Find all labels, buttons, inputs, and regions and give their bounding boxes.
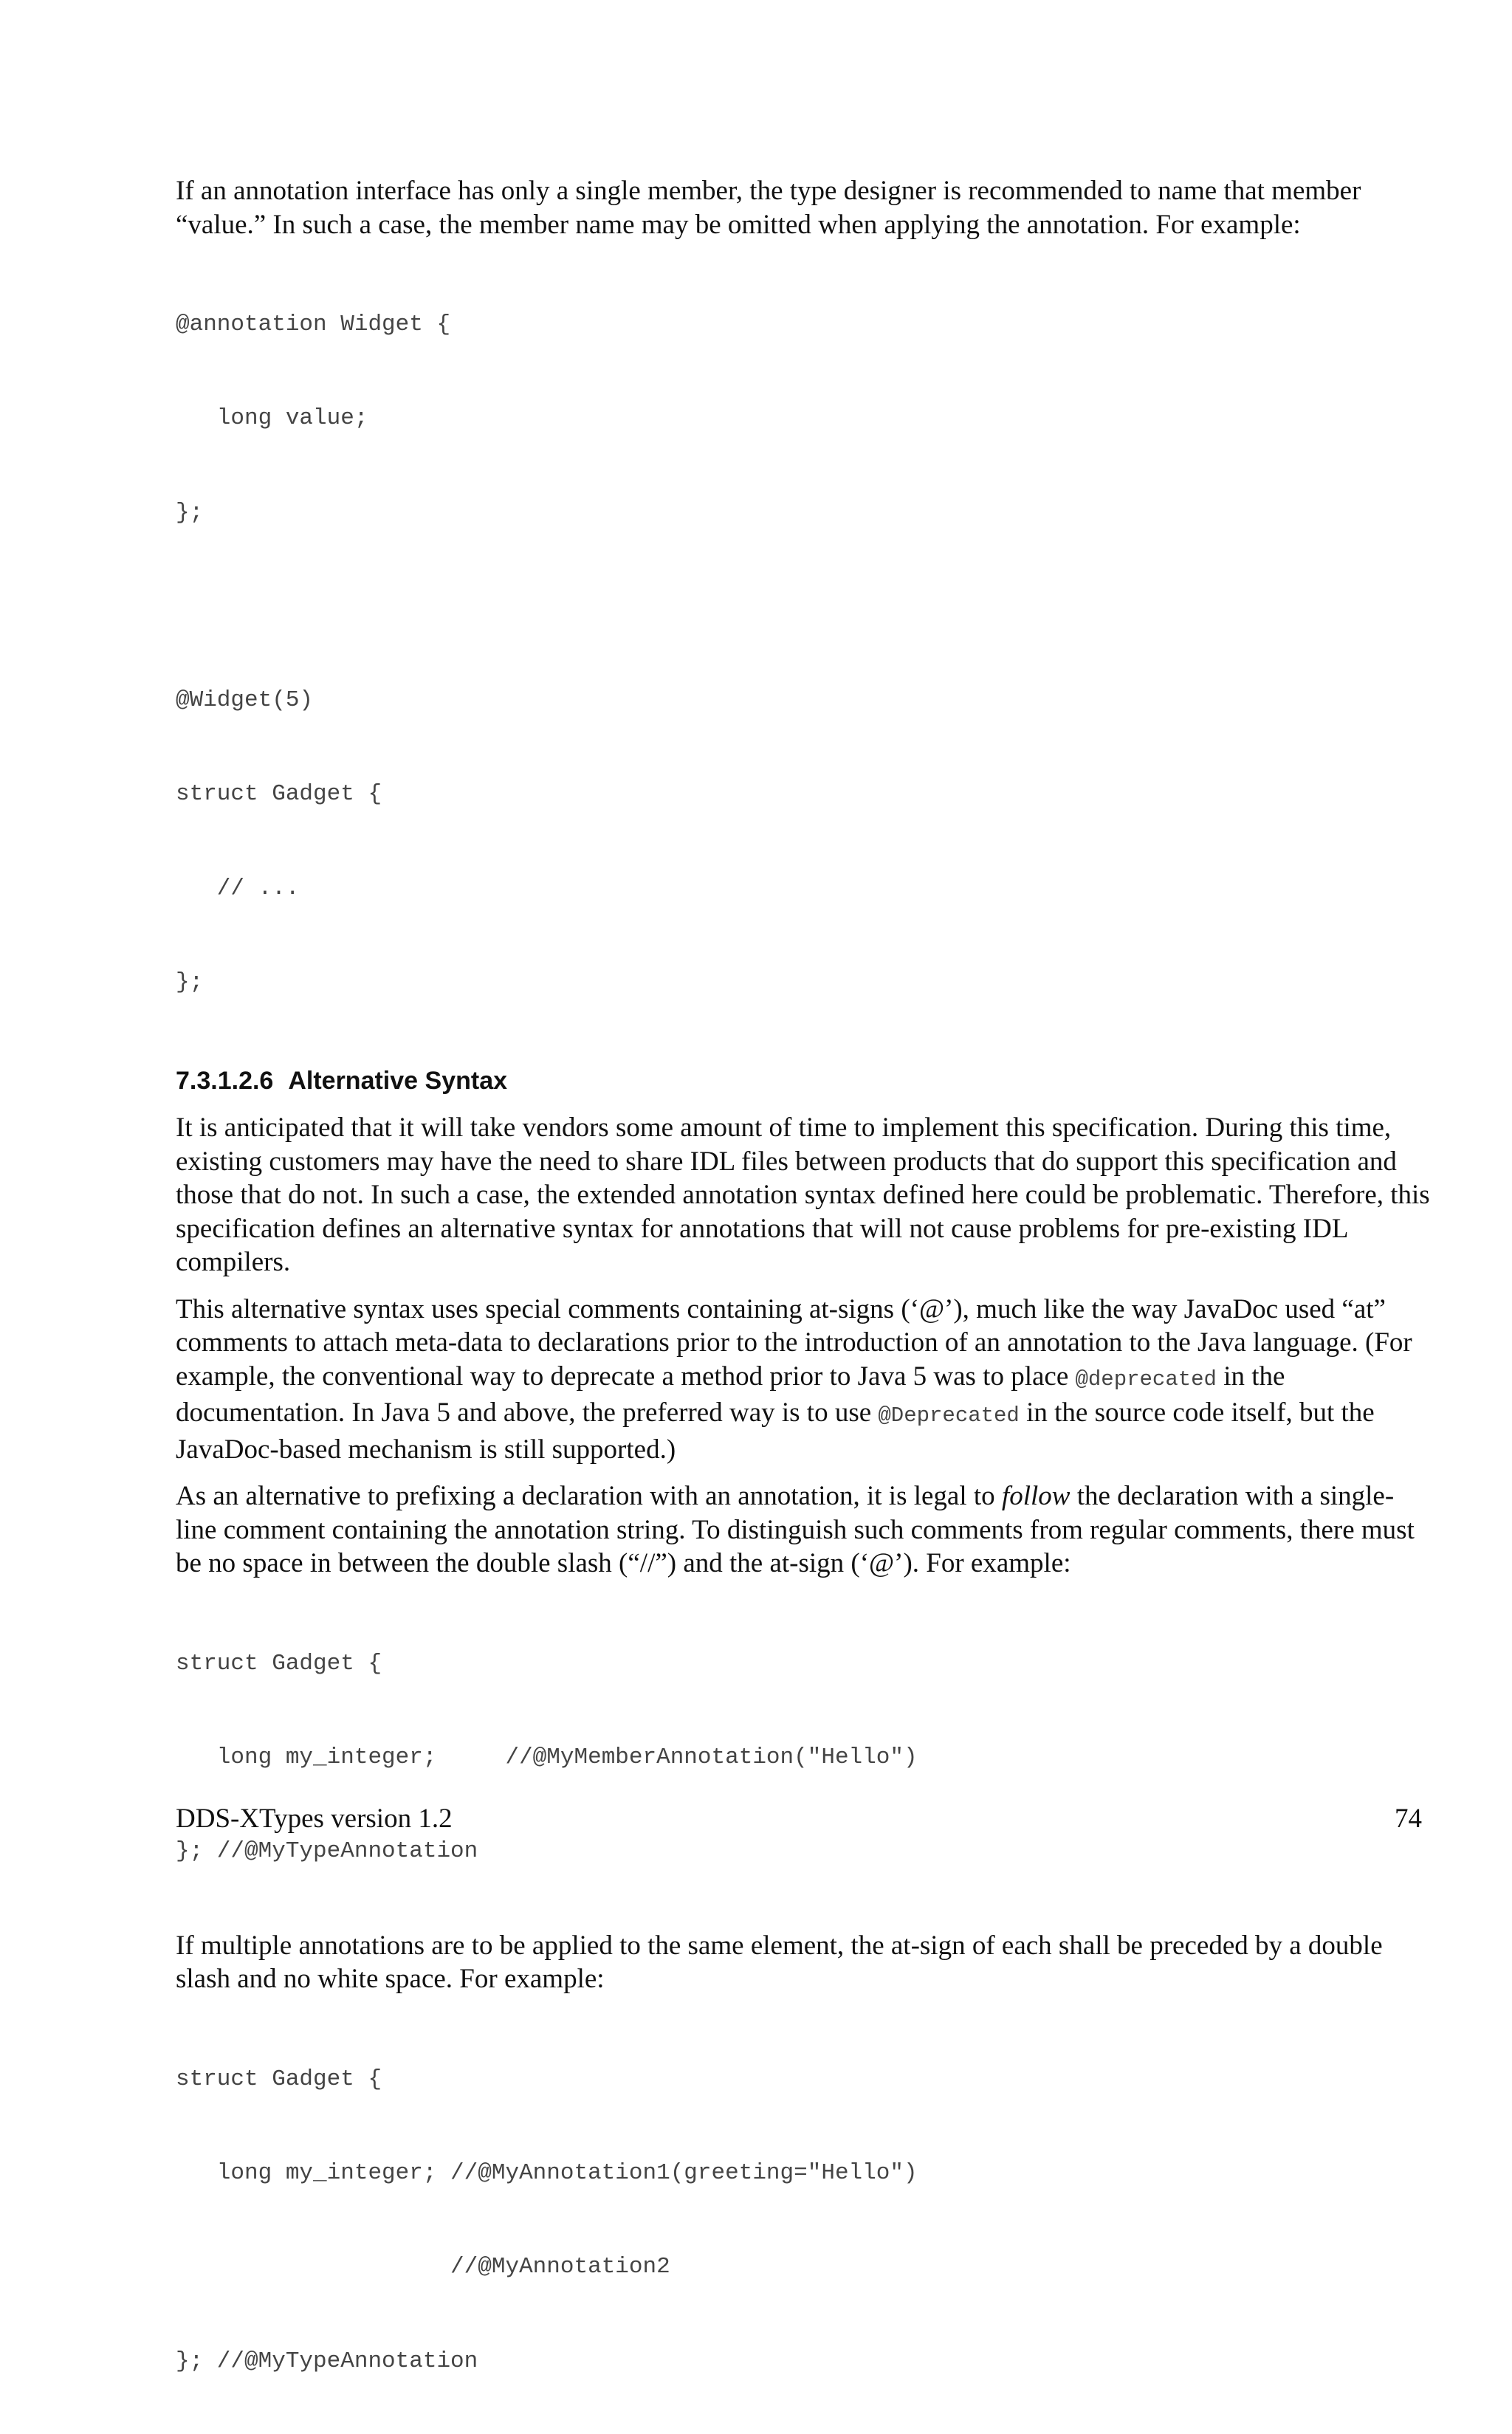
paragraph-text: As an alternative to prefixing a declaration with an annotation, it is legal to xyxy=(176,1481,1002,1512)
code-line: @annotation Widget { xyxy=(176,312,451,337)
inline-code-deprecated-annotation: @Deprecated xyxy=(878,1403,1020,1429)
code-block-single-annotation xyxy=(176,1591,1431,1925)
code-line: @Widget(5) xyxy=(176,687,314,714)
paragraph-text: in the documentation. In Java 5 and above, the preferred way is to use xyxy=(176,1361,1285,1429)
code-line: // ... xyxy=(176,875,300,901)
section-title: Alternative Syntax xyxy=(288,1067,508,1096)
code-line: }; xyxy=(176,969,204,996)
section-heading xyxy=(176,1065,1431,1096)
emphasis-follow: follow xyxy=(1001,1481,1071,1512)
code-line-blank xyxy=(176,585,1431,628)
code-line: struct Gadget { xyxy=(176,2066,382,2092)
intro-paragraph: If an annotation interface has only a single member, the type designer is recommended to name that member “value.” In such a case, the member name may be omitted when applying the annotation. For example: xyxy=(176,176,1361,240)
footer-document-title: DDS-XTypes version 1.2 xyxy=(176,1804,453,1834)
paragraph-text: the declaration with a single-line comment containing the annotation string. To distinguish such comments from regular comments, there must be no space in between the double slash (“//”) and the at-sign (‘@’). For example: xyxy=(176,1481,1415,1579)
paragraph-follow-declaration xyxy=(176,1479,1431,1581)
paragraph-alternative-syntax xyxy=(176,1293,1431,1467)
page-content xyxy=(176,174,1431,2434)
inline-code-deprecated: @deprecated xyxy=(1075,1366,1217,1392)
code-block-widget xyxy=(176,252,1431,1055)
code-line: long my_integer; //@MyAnnotation1(greeting="Hello") xyxy=(176,2160,918,2187)
paragraph-text: in the source code itself, but the JavaDoc-based mechanism is still supported.) xyxy=(176,1398,1375,1465)
code-line: long value; xyxy=(176,405,368,432)
paragraph-anticipated: It is anticipated that it will take vendors some amount of time to implement this specification. During this time, existing customers may have the need to share IDL files between products that do support this specification and those that do not. In such a case, the extended annotation syntax defined here could be problematic. Therefore, this specification defines an alternative syntax for annotations that will not cause problems for pre-existing IDL compilers. xyxy=(176,1113,1430,1278)
code-line: }; //@MyTypeAnnotation xyxy=(176,1838,478,1865)
paragraph-multiple-annotations: If multiple annotations are to be applied to the same element, the at-sign of each shall be preceded by a double slash and no white space. For example: xyxy=(176,1930,1383,1995)
code-line: }; xyxy=(176,499,204,526)
code-line: struct Gadget { xyxy=(176,781,382,808)
code-line: long my_integer; //@MyMemberAnnotation("Hello") xyxy=(176,1744,918,1771)
code-line: //@MyAnnotation2 xyxy=(176,2254,670,2280)
paragraph-text: This alternative syntax uses special comments containing at-signs (‘@’), much like the way JavaDoc used “at” comments to attach meta-data to declarations prior to the introduction of an annotation to the Java language. (For example, the conventional way to deprecate a method prior to Java 5 was to place xyxy=(176,1293,1412,1392)
footer-page-number: 74 xyxy=(1395,1804,1422,1834)
code-line: }; //@MyTypeAnnotation xyxy=(176,2348,478,2374)
section-number: 7.3.1.2.6 xyxy=(176,1067,274,1096)
code-line: struct Gadget { xyxy=(176,1650,382,1677)
code-block-multiple-annotations xyxy=(176,2007,1431,2434)
